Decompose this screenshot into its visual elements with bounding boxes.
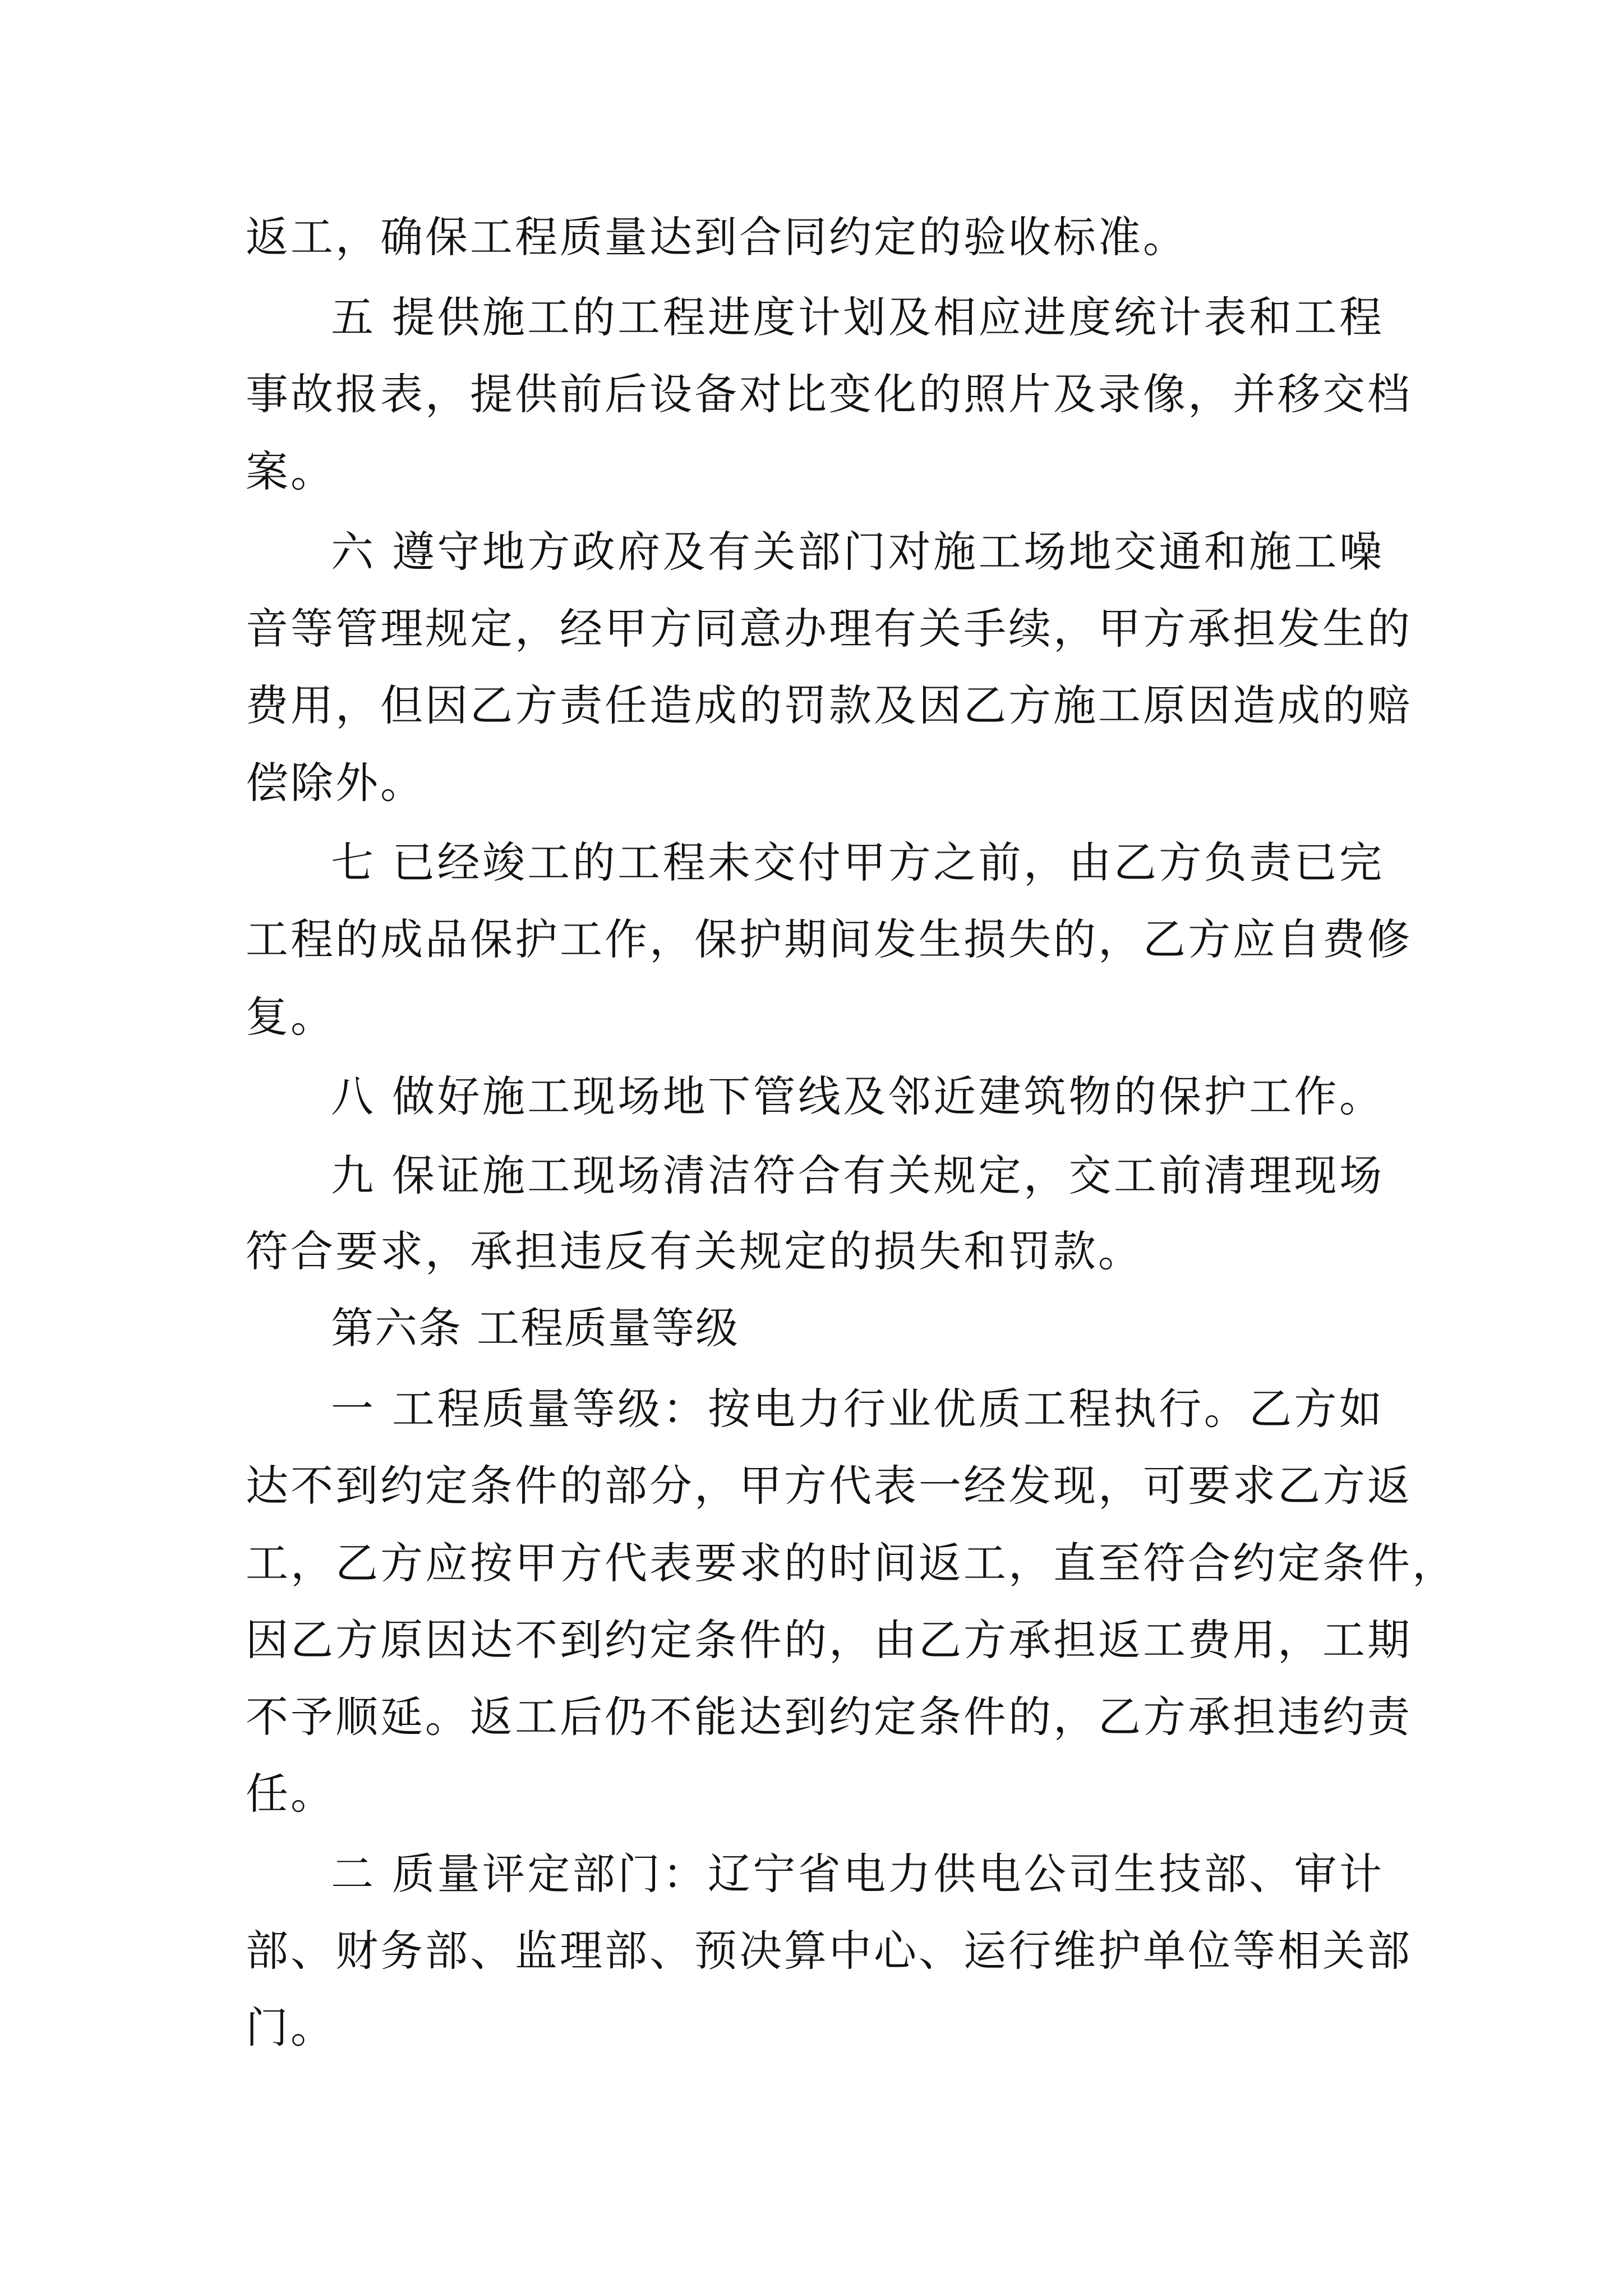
text-line: 案。 bbox=[246, 447, 335, 496]
text-line: 因乙方原因达不到约定条件的，由乙方承担返工费用，工期 bbox=[246, 1615, 1412, 1665]
text-line: 达不到约定条件的部分，甲方代表一经发现，可要求乙方返 bbox=[246, 1461, 1412, 1511]
text-line: 偿除外。 bbox=[246, 758, 425, 808]
clause-8-line: 八 做好施工现场地下管线及邻近建筑物的保护工作。 bbox=[331, 1071, 1384, 1121]
clause-5-line: 五 提供施工的工程进度计划及相应进度统计表和工程 bbox=[331, 292, 1384, 342]
text-line: 音等管理规定，经甲方同意办理有关手续，甲方承担发生的 bbox=[246, 604, 1412, 654]
text-line: 返工，确保工程质量达到合同约定的验收标准。 bbox=[246, 212, 1188, 262]
quality-clause-1-line: 一 工程质量等级：按电力行业优质工程执行。乙方如 bbox=[331, 1384, 1384, 1434]
clause-9-line: 九 保证施工现场清洁符合有关规定，交工前清理现场 bbox=[331, 1151, 1384, 1200]
clause-6-line: 六 遵守地方政府及有关部门对施工场地交通和施工噪 bbox=[331, 527, 1384, 577]
text-line: 费用，但因乙方责任造成的罚款及因乙方施工原因造成的赔 bbox=[246, 680, 1412, 730]
text-line: 事故报表，提供前后设备对比变化的照片及录像，并移交档 bbox=[246, 369, 1412, 419]
text-line: 不予顺延。返工后仍不能达到约定条件的，乙方承担违约责 bbox=[246, 1692, 1412, 1742]
clause-7-line: 七 已经竣工的工程未交付甲方之前，由乙方负责已完 bbox=[331, 838, 1384, 887]
text-line: 符合要求，承担违反有关规定的损失和罚款。 bbox=[246, 1226, 1143, 1276]
text-line: 门。 bbox=[246, 2003, 335, 2053]
text-line: 复。 bbox=[246, 992, 335, 1042]
text-line: 部、财务部、监理部、预决算中心、运行维护单位等相关部 bbox=[246, 1926, 1412, 1976]
text-line: 工，乙方应按甲方代表要求的时间返工，直至符合约定条件， bbox=[246, 1538, 1457, 1588]
section-heading: 第六条 工程质量等级 bbox=[331, 1303, 740, 1353]
quality-clause-2-line: 二 质量评定部门：辽宁省电力供电公司生技部、审计 bbox=[331, 1849, 1384, 1899]
text-line: 工程的成品保护工作，保护期间发生损失的，乙方应自费修 bbox=[246, 914, 1412, 964]
text-line: 任。 bbox=[246, 1769, 335, 1819]
